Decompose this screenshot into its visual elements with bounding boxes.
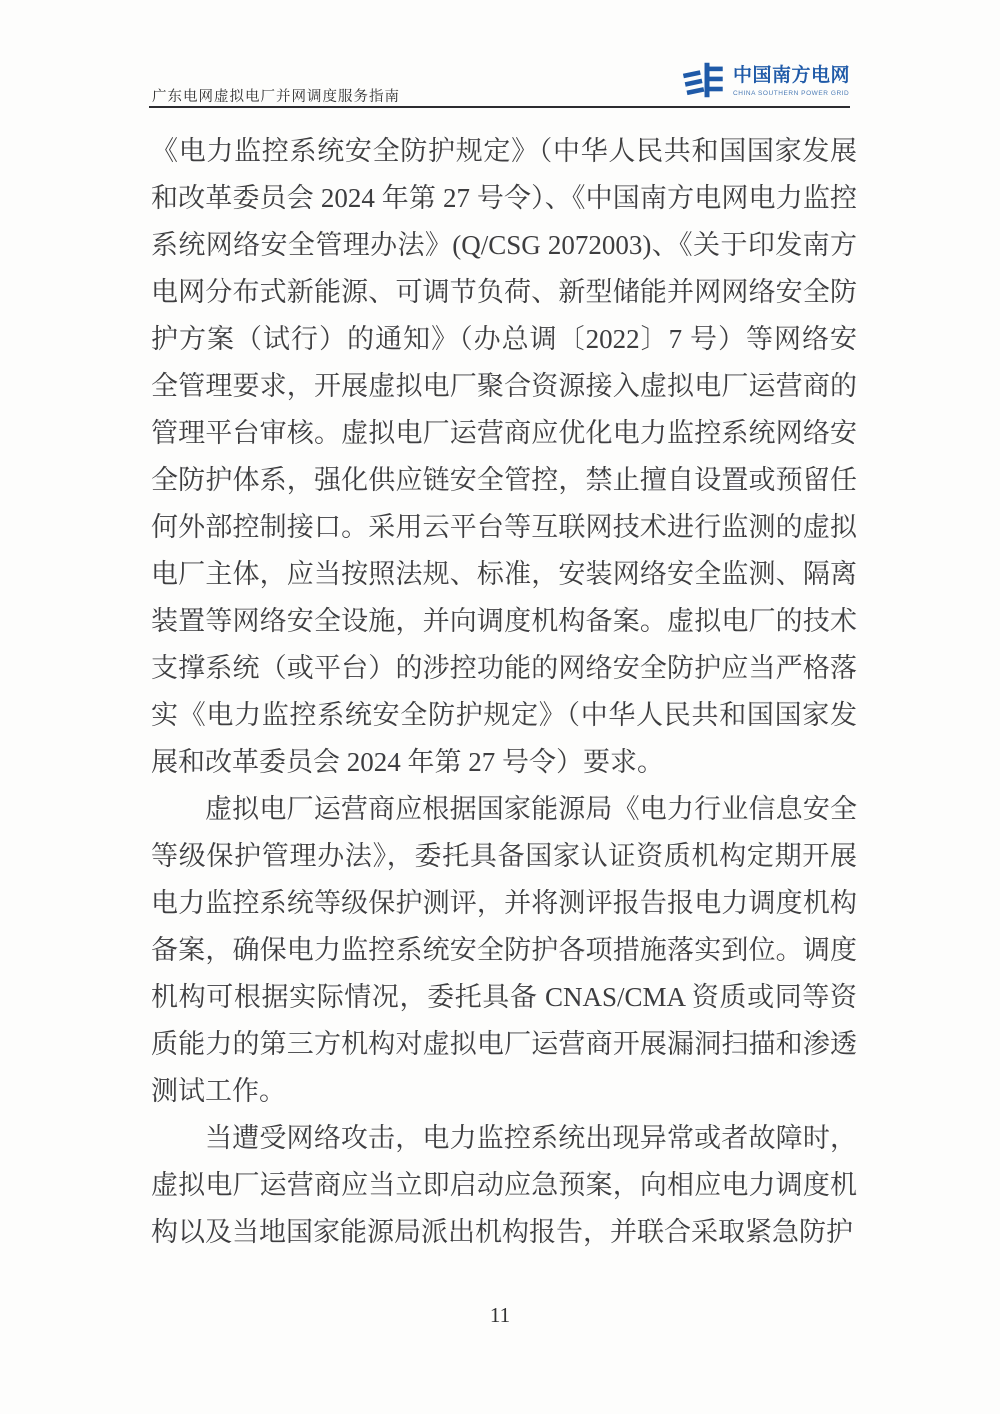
paragraph: 《电力监控系统安全防护规定》（中华人民共和国国家发展和改革委员会 2024 年第 27 号令）、《中国南方电网电力监控系统网络安全管理办法》(Q/CSG 2072003)、《关于印发南方电网分布式新能源、可调节负荷、新型储能并网网络安全防护方案（试行）的通知》（办总调〔2022〕7 号）等网络安全管理要求，开展虚拟电厂聚合资源接入虚拟电厂运营商的管理平台审核。虚拟电厂运营商应优化电力监控系统网络安全防护体系，强化供应链安全管控，禁止擅自设置或预留任何外部控制接口。采用云平台等互联网技术进行监测的虚拟电厂主体，应当按照法规、标准，安装网络安全监测、隔离装置等网络安全设施，并向调度机构备案。虚拟电厂的技术支撑系统（或平台）的涉控功能的网络安全防护应当严格落实《电力监控系统安全防护规定》（中华人民共和国国家发展和改革委员会 2024 年第 27 号令）要求。 [151, 136, 857, 777]
document-header-title: 广东电网虚拟电厂并网调度服务指南 [152, 89, 400, 105]
csg-logo [682, 57, 850, 103]
csg-logo-text [733, 64, 850, 97]
logo-en-text: CHINA SOUTHERN POWER GRID [732, 89, 850, 97]
paragraph: 虚拟电厂运营商应根据国家能源局《电力行业信息安全等级保护管理办法》，委托具备国家认证资质机构定期开展电力监控系统等级保护测评，并将测评报告报电力调度机构备案，确保电力监控系统安全防护各项措施落实到位。调度机构可根据实际情况，委托具备 CNAS/CMA 资质或同等资质能力的第三方机构对虚拟电厂运营商开展漏洞扫描和渗透测试工作。 [151, 794, 857, 1106]
header-divider [149, 106, 850, 108]
page-number: 11 [489, 1303, 511, 1327]
csg-logo-icon [682, 57, 728, 103]
document-body [151, 128, 857, 1256]
paragraph: 当遭受网络攻击，电力监控系统出现异常或者故障时，虚拟电厂运营商应当立即启动应急预案，向相应电力调度机构以及当地国家能源局派出机构报告，并联合采取紧急防护 [151, 1123, 857, 1247]
logo-cn-text: 中国南方电网 [732, 64, 850, 86]
